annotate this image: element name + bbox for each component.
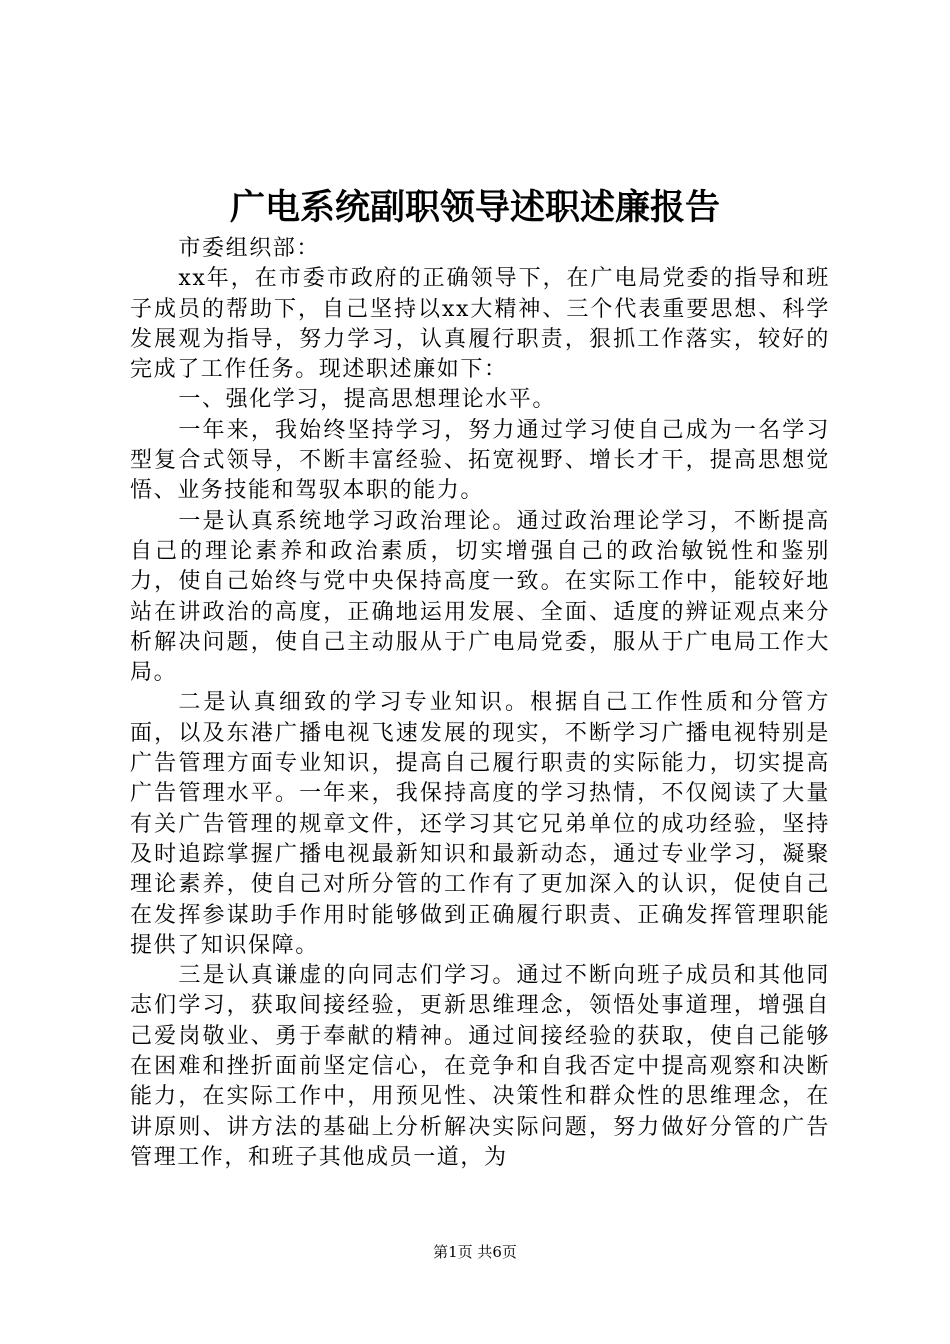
section-heading: 一、强化学习，提高思想理论水平。: [178, 387, 556, 413]
paragraph: 三是认真谦虚的向同志们学习。通过不断向班子成员和其他同志们学习，获取间接经验，更新思维理念，领悟处事道理，增强自己爱岗敬业、勇于奉献的精神。通过间接经验的获取，使自己能够在困难和挫折面前坚定信心，在竞争和自我否定中提高观察和决断能力，在实际工作中，用预见性、决策性和群众性的思维理念，在讲原则、讲方法的基础上分析解决实际问题，努力做好分管的广告管理工作，和班子其他成员一道，为: [130, 963, 830, 1170]
document-title: 广电系统副职领导述职述廉报告: [229, 187, 720, 228]
salutation: 市委组织部：: [178, 236, 320, 261]
paragraph: xx年，在市委市政府的正确领导下，在广电局党委的指导和班子成员的帮助下，自己坚持以xx大精神、三个代表重要思想、科学发展观为指导，努力学习，认真履行职责，狠抓工作落实，较好的完成了工作任务。现述职述廉如下：: [130, 266, 830, 383]
paragraph: 二是认真细致的学习专业知识。根据自己工作性质和分管方面，以及东港广播电视飞速发展的现实，不断学习广播电视特别是广告管理方面专业知识，提高自己履行职责的实际能力，切实提高广告管理水平。一年来，我保持高度的学习热情，不仅阅读了大量有关广告管理的规章文件，还学习其它兄弟单位的成功经验，坚持及时追踪掌握广播电视最新知识和最新动态，通过专业学习，凝聚理论素养，使自己对所分管的工作有了更加深入的认识，促使自己在发挥参谋助手作用时能够做到正确履行职责、正确发挥管理职能提供了知识保障。: [130, 690, 830, 958]
paragraph: 一年来，我始终坚持学习，努力通过学习使自己成为一名学习型复合式领导，不断丰富经验、拓宽视野、增长才干，提高思想觉悟、业务技能和驾驭本职的能力。: [130, 417, 830, 504]
page-footer: 第1页 共6页: [433, 1243, 517, 1261]
paragraph: 一是认真系统地学习政治理论。通过政治理论学习，不断提高自己的理论素养和政治素质，切实增强自己的政治敏锐性和鉴别力，使自己始终与党中央保持高度一致。在实际工作中，能较好地站在讲政治的高度，正确地运用发展、全面、适度的辨证观点来分析解决问题，使自己主动服从于广电局党委，服从于广电局工作大局。: [130, 508, 830, 686]
document-body: [130, 234, 830, 1173]
